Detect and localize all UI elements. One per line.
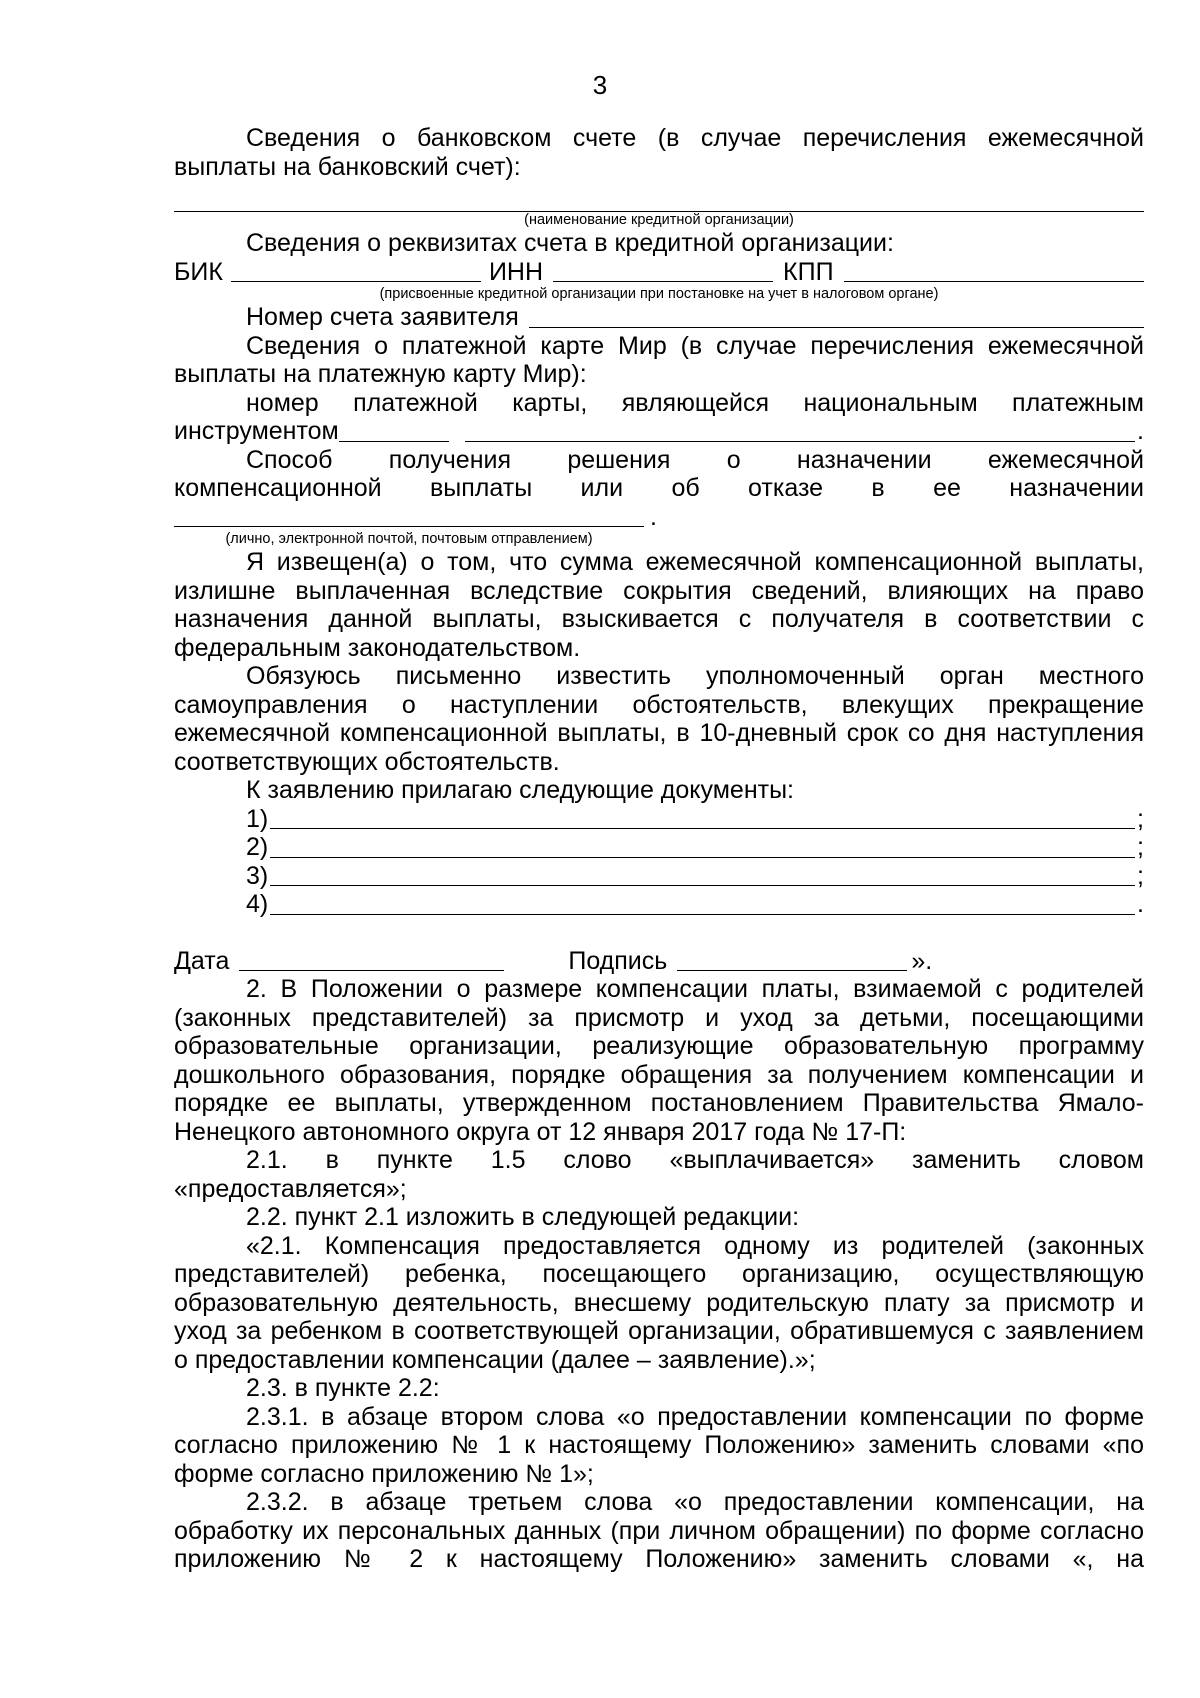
attachment-field-3[interactable] (270, 863, 1135, 886)
attachment-num: 4) (246, 890, 269, 918)
attachment-num: 2) (246, 833, 269, 861)
attachment-num: 3) (246, 861, 269, 890)
amendment-2: 2. В Положении о размере компенсации платы, взимаемой с родителей (законных представителей) за присмотр и уход за детьми, посещающими образовательные организации, реализующие образовательную программу дошкольного образования, порядке обращения за получением компенсации и порядке ее выплаты, утвержденном постановлением Правительства Ямало-Ненецкого автономного округа от 12 января 2017 года № 17-П: (174, 975, 1144, 1146)
credit-org-name-field[interactable] (174, 185, 1144, 212)
account-label: Номер счета заявителя (246, 303, 519, 331)
method-line2: компенсационной выплаты или об отказе в ее назначении (174, 474, 1144, 502)
amendment-2-1: 2.1. в пункте 1.5 слово «выплачивается» заменить словом «предоставляется»; (174, 1146, 1144, 1203)
attachments-heading: К заявлению прилагаю следующие документы: (246, 776, 794, 804)
method-line1: Способ получения решения о назначении ежемесячной (246, 445, 1144, 474)
bik-label: БИК (174, 257, 223, 286)
date-field[interactable] (239, 948, 504, 971)
attachment-row-1 (174, 805, 1144, 834)
kpp-field[interactable] (844, 259, 1144, 282)
amendment-2-3-2: 2.3.2. в абзаце третьем слова «о предоставлении компенсации, на обработку их персональных данных (при личном обращении) по форме согласно приложению № 2 к настоящему Положению» заменить словами «, на (174, 1488, 1144, 1573)
method-end: . (650, 502, 657, 531)
attachment-end: ; (1137, 804, 1144, 833)
bik-field[interactable] (231, 259, 481, 282)
signature-label: Подпись (568, 946, 668, 975)
amendment-2-2-text: «2.1. Компенсация предоставляется одному из родителей (законных представителей) ребенка, посещающего организацию, осуществляющую образовательную деятельность, внесшему родительскую плату за присмотр и уход за ребенком в соответствующей организации, обратившемуся с заявлением о предоставлении компенсации (далее – заявление).»; (174, 1231, 1144, 1374)
card-number-label: инструментом (174, 417, 339, 445)
amendment-2-3: 2.3. в пункте 2.2: (246, 1374, 440, 1402)
amendment-2-3-1: 2.3.1. в абзаце втором слова «о предоставлении компенсации по форме согласно приложению № 1 к настоящему Положению» заменить словами «по форме согласно приложению № 1»; (174, 1402, 1144, 1488)
account-row (174, 303, 1144, 332)
method-row (174, 503, 1144, 532)
attachment-end: . (1137, 890, 1144, 918)
card-number-end: . (1137, 417, 1144, 445)
kpp-label: КПП (783, 257, 834, 286)
attachment-field-4[interactable] (270, 892, 1135, 915)
attachment-row-2 (174, 833, 1144, 862)
card-intro: Сведения о платежной карте Мир (в случае перечисления ежемесячной выплаты на платежную карту Мир): (174, 331, 1144, 388)
attachment-end: ; (1137, 833, 1144, 861)
obligation-paragraph: Обязуюсь письменно известить уполномоченный орган местного самоуправления о наступлении обстоятельств, влекущих прекращение ежемесячной компенсационной выплаты, в 10-дневный срок со дня наступления соответствующих обстоятельств. (174, 662, 1144, 776)
card-number-field-b[interactable] (465, 419, 1135, 442)
card-number-line1: номер платежной карты, являющейся национальным платежным (246, 388, 1144, 417)
inn-label: ИНН (488, 257, 544, 286)
card-number-row (174, 417, 1144, 446)
document-body (174, 124, 1144, 1574)
requisites-row (174, 258, 1144, 287)
method-caption: (лично, электронной почтой, почтовым отправлением) (225, 531, 593, 547)
card-number-field-a[interactable] (339, 419, 449, 442)
page-number: 3 (592, 70, 608, 100)
signature-field[interactable] (677, 948, 907, 971)
attachment-num: 1) (246, 804, 269, 833)
signature-close: ». (911, 946, 933, 975)
attachment-field-2[interactable] (270, 835, 1135, 858)
signature-row (174, 947, 1144, 976)
requisites-heading: Сведения о реквизитах счета в кредитной организации: (246, 229, 894, 257)
amendment-2-2: 2.2. пункт 2.1 изложить в следующей редакции: (246, 1203, 800, 1231)
inn-field[interactable] (553, 259, 773, 282)
account-number-field[interactable] (529, 305, 1144, 328)
method-field[interactable] (174, 504, 644, 527)
attachment-row-3 (174, 862, 1144, 891)
date-label: Дата (174, 946, 230, 975)
attachment-row-4 (174, 890, 1144, 919)
attachment-field-1[interactable] (270, 806, 1135, 829)
attachment-end: ; (1137, 861, 1144, 890)
requisites-caption: (присвоенные кредитной организации при постановке на учет в налоговом органе) (379, 286, 939, 302)
credit-org-caption: (наименование кредитной организации) (524, 212, 794, 228)
notice-paragraph: Я извещен(а) о том, что сумма ежемесячной компенсационной выплаты, излишне выплаченная вследствие сокрытия сведений, влияющих на право назначения данной выплаты, взыскивается с получателя в соответствии с федеральным законодательством. (174, 548, 1144, 662)
bank-intro: Сведения о банковском счете (в случае перечисления ежемесячной выплаты на банковский счет): (174, 124, 1144, 181)
